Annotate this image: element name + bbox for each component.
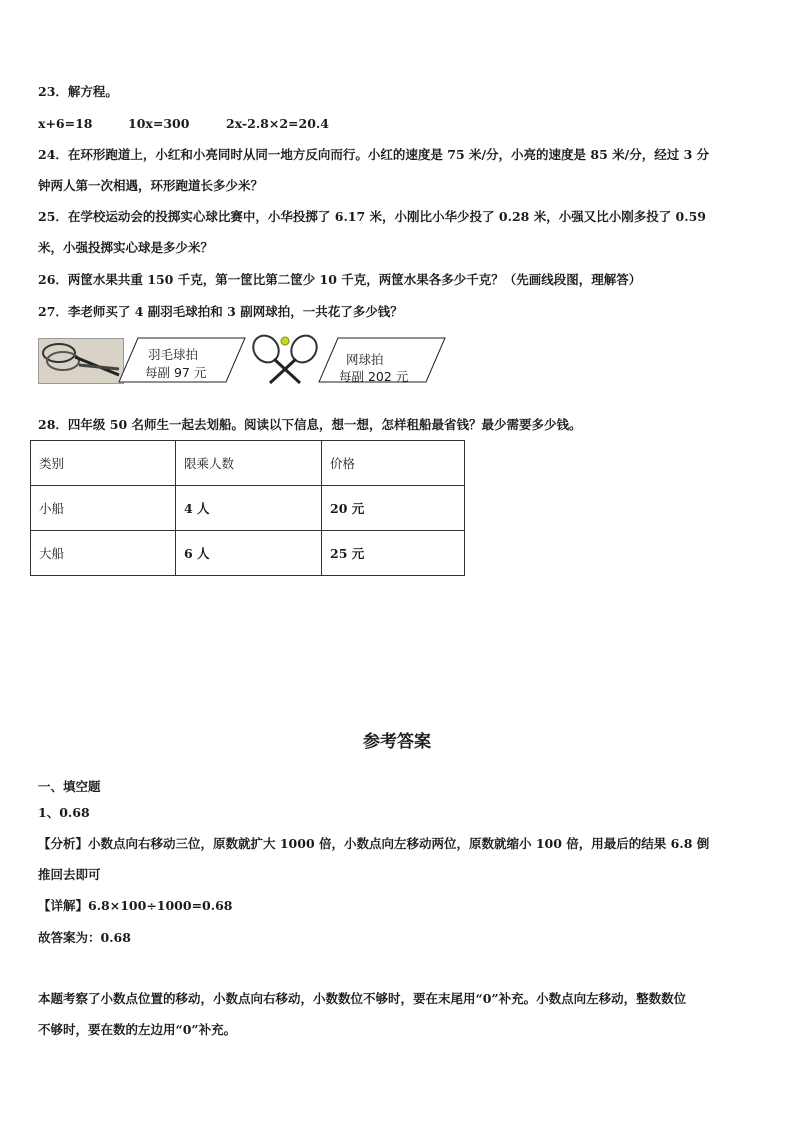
note-line-1: 本题考察了小数点位置的移动，小数点向右移动，小数数位不够时，要在末尾用“0”补充。小数点向左移动，整数数位 (38, 991, 687, 1006)
q26-line: 26．两筐水果共重 150 千克，第一筐比第二筐少 10 千克，两筐水果各多少千克？（先画线段图，理解答） (38, 272, 642, 287)
table-header-cell: 类别 (31, 441, 176, 486)
q27-line: 27．李老师买了 4 副羽毛球拍和 3 副网球拍，一共花了多少钱？ (38, 304, 403, 319)
table-cell: 4 人 (176, 486, 322, 531)
q24-line-2: 钟两人第一次相遇，环形跑道长多少米？ (38, 178, 264, 193)
table-cell: 25 元 (322, 531, 465, 576)
q23-equation-1: x+6=18 (38, 116, 93, 131)
table-cell: 大船 (31, 531, 176, 576)
table-cell: 20 元 (322, 486, 465, 531)
q28-line: 28．四年级 50 名师生一起去划船。阅读以下信息，想一想，怎样租船最省钱？最少需要多少钱。 (38, 417, 582, 432)
answer-item: 1、0.68 (38, 805, 90, 820)
table-header-cell: 限乘人数 (176, 441, 322, 486)
q23-equation-3: 2x-2.8×2=20.4 (226, 116, 329, 131)
badminton-racket-image (38, 338, 124, 384)
badminton-name: 羽毛球拍 (148, 347, 199, 362)
badminton-price: 每副 97 元 (145, 365, 207, 380)
q24-line-1: 24．在环形跑道上，小红和小亮同时从同一地方反向而行。小红的速度是 75 米/分，小亮的速度是 85 米/分，经过 3 分 (38, 147, 710, 162)
tennis-racket-icon (244, 333, 326, 385)
q25-line-1: 25．在学校运动会的投掷实心球比赛中，小华投掷了 6.17 米，小刚比小华少投了 0.28 米，小强又比小刚多投了 0.59 (38, 209, 706, 224)
tennis-price: 每副 202 元 (339, 369, 409, 384)
q23-equation-2: 10x=300 (128, 116, 190, 131)
table-header-row (31, 441, 465, 486)
table-cell: 小船 (31, 486, 176, 531)
conclusion-line: 故答案为：0.68 (38, 930, 131, 945)
table-header-cell: 价格 (322, 441, 465, 486)
analysis-line-1: 【分析】小数点向右移动三位，原数就扩大 1000 倍，小数点向左移动两位，原数就缩小 100 倍，用最后的结果 6.8 倒 (38, 836, 710, 851)
badminton-racket-icon (39, 339, 123, 383)
analysis-line-2: 推回去即可 (38, 867, 101, 882)
q23-title: 23．解方程。 (38, 84, 118, 99)
tennis-name: 网球拍 (346, 352, 384, 367)
table-row (31, 531, 465, 576)
q25-line-2: 米，小强投掷实心球是多少米？ (38, 240, 214, 255)
detail-line: 【详解】6.8×100÷1000=0.68 (38, 898, 233, 913)
table-cell: 6 人 (176, 531, 322, 576)
table-row (31, 486, 465, 531)
note-line-2: 不够时，要在数的左边用“0”补充。 (38, 1022, 237, 1037)
answers-section: 一、填空题 (38, 779, 101, 794)
boat-table (30, 440, 465, 576)
answers-title: 参考答案 (363, 732, 431, 752)
